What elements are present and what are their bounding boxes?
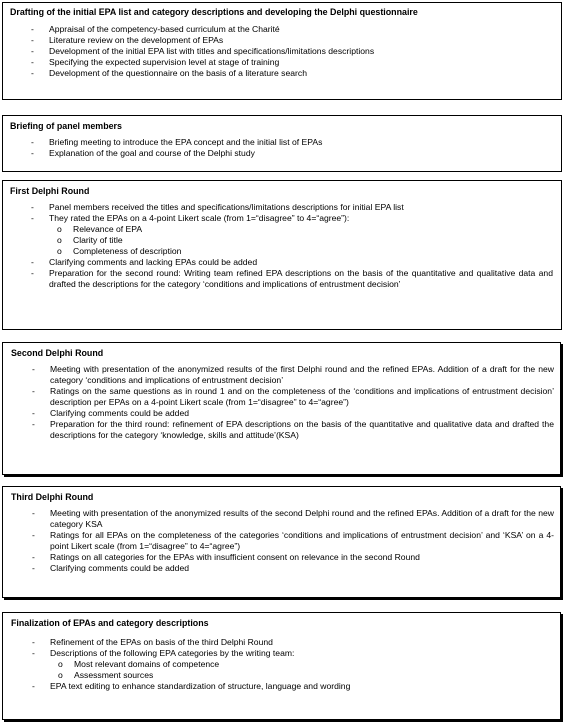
step-title: Briefing of panel members: [10, 121, 122, 131]
list-item: - Preparation for the second round: Writing team refined EPA descriptions on the basis of the quantitative and qualitative data and drafted the descriptions for the category ‘conditions and implications of entrustment decision’: [31, 268, 553, 290]
step-list: [32, 637, 554, 692]
step-title: Finalization of EPAs and category descriptions: [11, 618, 209, 628]
list-item: - Clarifying comments could be added: [32, 563, 554, 574]
list-item: - Briefing meeting to introduce the EPA concept and the initial list of EPAs: [31, 137, 555, 148]
list-item: - Specifying the expected supervision level at stage of training: [31, 57, 555, 68]
step-box-second-round: [2, 342, 561, 475]
list-item: - Clarifying comments and lacking EPAs could be added: [31, 257, 553, 268]
step-title: Drafting of the initial EPA list and category descriptions and developing the Delphi questionnaire: [10, 7, 418, 17]
list-item-text: They rated the EPAs on a 4-point Likert scale (from 1=“disagree” to 4=“agree”):: [49, 213, 350, 223]
sub-list-item: o Clarity of title: [57, 235, 553, 246]
list-item: - Refinement of the EPAs on basis of the third Delphi Round: [32, 637, 554, 648]
list-item: - Development of the initial EPA list with titles and specifications/limitations descriptions: [31, 46, 555, 57]
step-box-drafting: [2, 2, 562, 100]
list-item: - Ratings on all categories for the EPAs with insufficient consent on relevance in the second Round: [32, 552, 554, 563]
sub-list-item: o Assessment sources: [58, 670, 554, 681]
list-item: - Clarifying comments could be added: [32, 408, 554, 419]
list-item: - Appraisal of the competency-based curriculum at the Charité: [31, 24, 555, 35]
step-list: [32, 364, 554, 441]
step-box-first-round: [2, 180, 562, 330]
step-list: [31, 24, 555, 79]
step-list: [32, 508, 554, 574]
step-box-finalization: [2, 612, 561, 720]
list-item: - Meeting with presentation of the anonymized results of the second Delphi round and the refined EPAs. Addition of a draft for the new category KSA: [32, 508, 554, 530]
step-list: [31, 137, 555, 159]
step-title: First Delphi Round: [10, 186, 90, 196]
sub-list: [58, 659, 554, 681]
list-item: - EPA text editing to enhance standardization of structure, language and wording: [32, 681, 554, 692]
sub-list-item: o Completeness of description: [57, 246, 553, 257]
list-item: - Ratings on the same questions as in round 1 and on the completeness of the ‘conditions and implications of entrustment decision’ description per EPAs on a 4-point Likert scale (from 1=“disagree” to 4=“agree”): [32, 386, 554, 408]
step-list: [31, 202, 553, 290]
list-item: - Development of the questionnaire on the basis of a literature search: [31, 68, 555, 79]
sub-list: [57, 224, 553, 257]
sub-list-item: o Relevance of EPA: [57, 224, 553, 235]
list-item-text: Descriptions of the following EPA categories by the writing team:: [50, 648, 295, 658]
list-item: [32, 648, 554, 681]
list-item: - Panel members received the titles and specifications/limitations descriptions for initial EPA list: [31, 202, 553, 213]
step-title: Third Delphi Round: [11, 492, 94, 502]
list-item: - Ratings for all EPAs on the completeness of the categories ‘conditions and implications of entrustment decision’ and ‘KSA’ on a 4-point Likert scale (from 1=“disagree” to 4=“agree”): [32, 530, 554, 552]
list-item: - Explanation of the goal and course of the Delphi study: [31, 148, 555, 159]
list-item: - Meeting with presentation of the anonymized results of the first Delphi round and the refined EPAs. Addition of a draft for the new category ‘conditions and implications of entrustment decision’: [32, 364, 554, 386]
list-item: - Literature review on the development of EPAs: [31, 35, 555, 46]
sub-list-item: o Most relevant domains of competence: [58, 659, 554, 670]
step-title: Second Delphi Round: [11, 348, 104, 358]
list-item: - Preparation for the third round: refinement of EPA descriptions on the basis of the quantitative and qualitative data and drafted the descriptions for the category ‘knowledge, skills and attitude’(KSA): [32, 419, 554, 441]
step-box-briefing: [2, 115, 562, 172]
list-item: [31, 213, 553, 257]
step-box-third-round: [2, 486, 561, 598]
